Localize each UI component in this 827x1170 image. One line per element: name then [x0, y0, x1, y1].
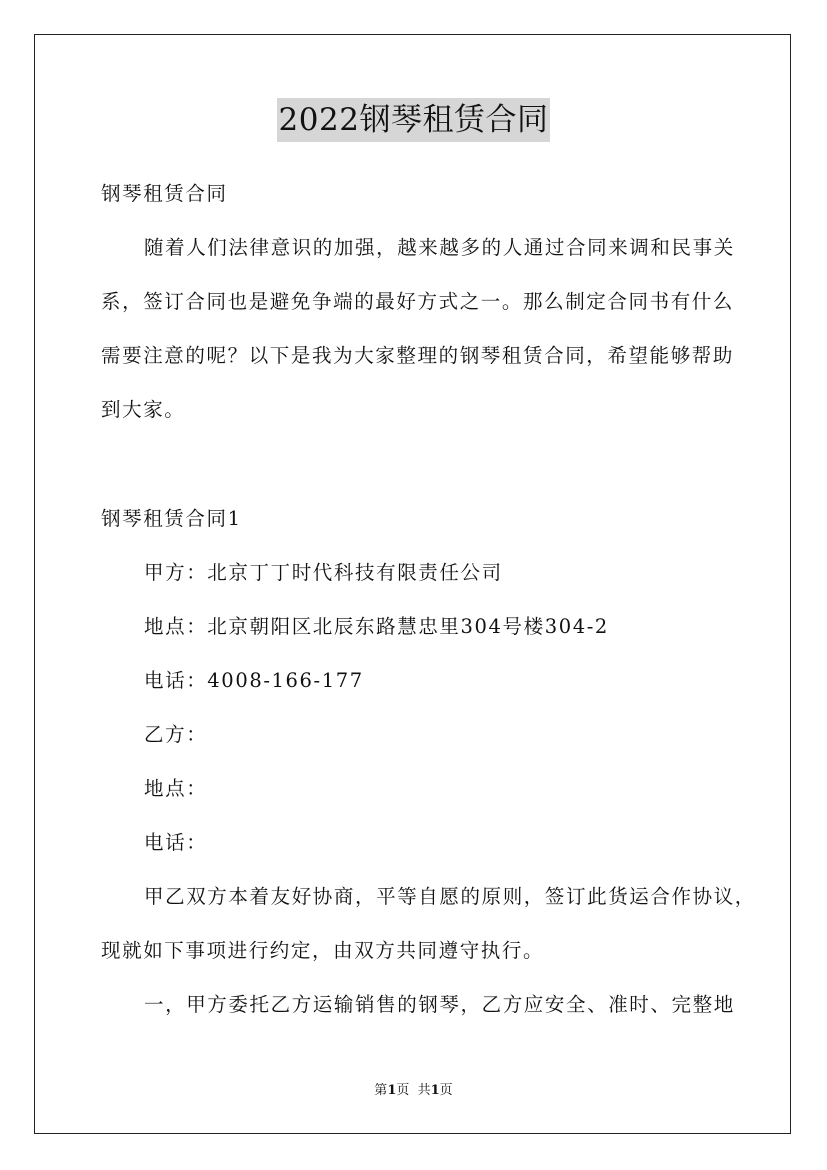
agreement-line-2: 现就如下事项进行约定，由双方共同遵守执行。 [101, 939, 545, 962]
intro-line-1: 随着人们法律意识的加强，越来越多的人通过合同来调和民事关 [144, 236, 735, 259]
address-a: 地点：北京朝阳区北辰东路慧忠里304号楼304-2 [144, 615, 609, 638]
party-a: 甲方：北京丁丁时代科技有限责任公司 [144, 561, 503, 584]
phone-a: 电话：4008-166-177 [144, 669, 364, 692]
subtitle: 钢琴租赁合同 [101, 182, 228, 205]
intro-line-3: 需要注意的呢？以下是我为大家整理的钢琴租赁合同，希望能够帮助 [101, 344, 735, 367]
footer-prefix: 第 [374, 1083, 388, 1098]
footer-suffix: 页 [439, 1083, 453, 1098]
page-footer [0, 1082, 827, 1100]
phone-b: 电话： [144, 831, 208, 854]
intro-line-4: 到大家。 [101, 398, 186, 421]
footer-page-total: 1 [430, 1083, 440, 1098]
title-container [0, 98, 827, 142]
section-title: 钢琴租赁合同1 [101, 507, 242, 530]
footer-mid: 页 共 [396, 1083, 431, 1098]
intro-line-2: 系，签订合同也是避免争端的最好方式之一。那么制定合同书有什么 [101, 290, 735, 313]
agreement-line-1: 甲乙双方本着友好协商，平等自愿的原则，签订此货运合作协议， [144, 885, 756, 908]
party-b: 乙方： [144, 723, 208, 746]
footer-page-number: 1 [387, 1083, 397, 1098]
clause-1: 一，甲方委托乙方运输销售的钢琴，乙方应安全、准时、完整地 [144, 993, 735, 1016]
address-b: 地点： [144, 777, 208, 800]
document-title: 2022钢琴租赁合同 [277, 98, 551, 142]
